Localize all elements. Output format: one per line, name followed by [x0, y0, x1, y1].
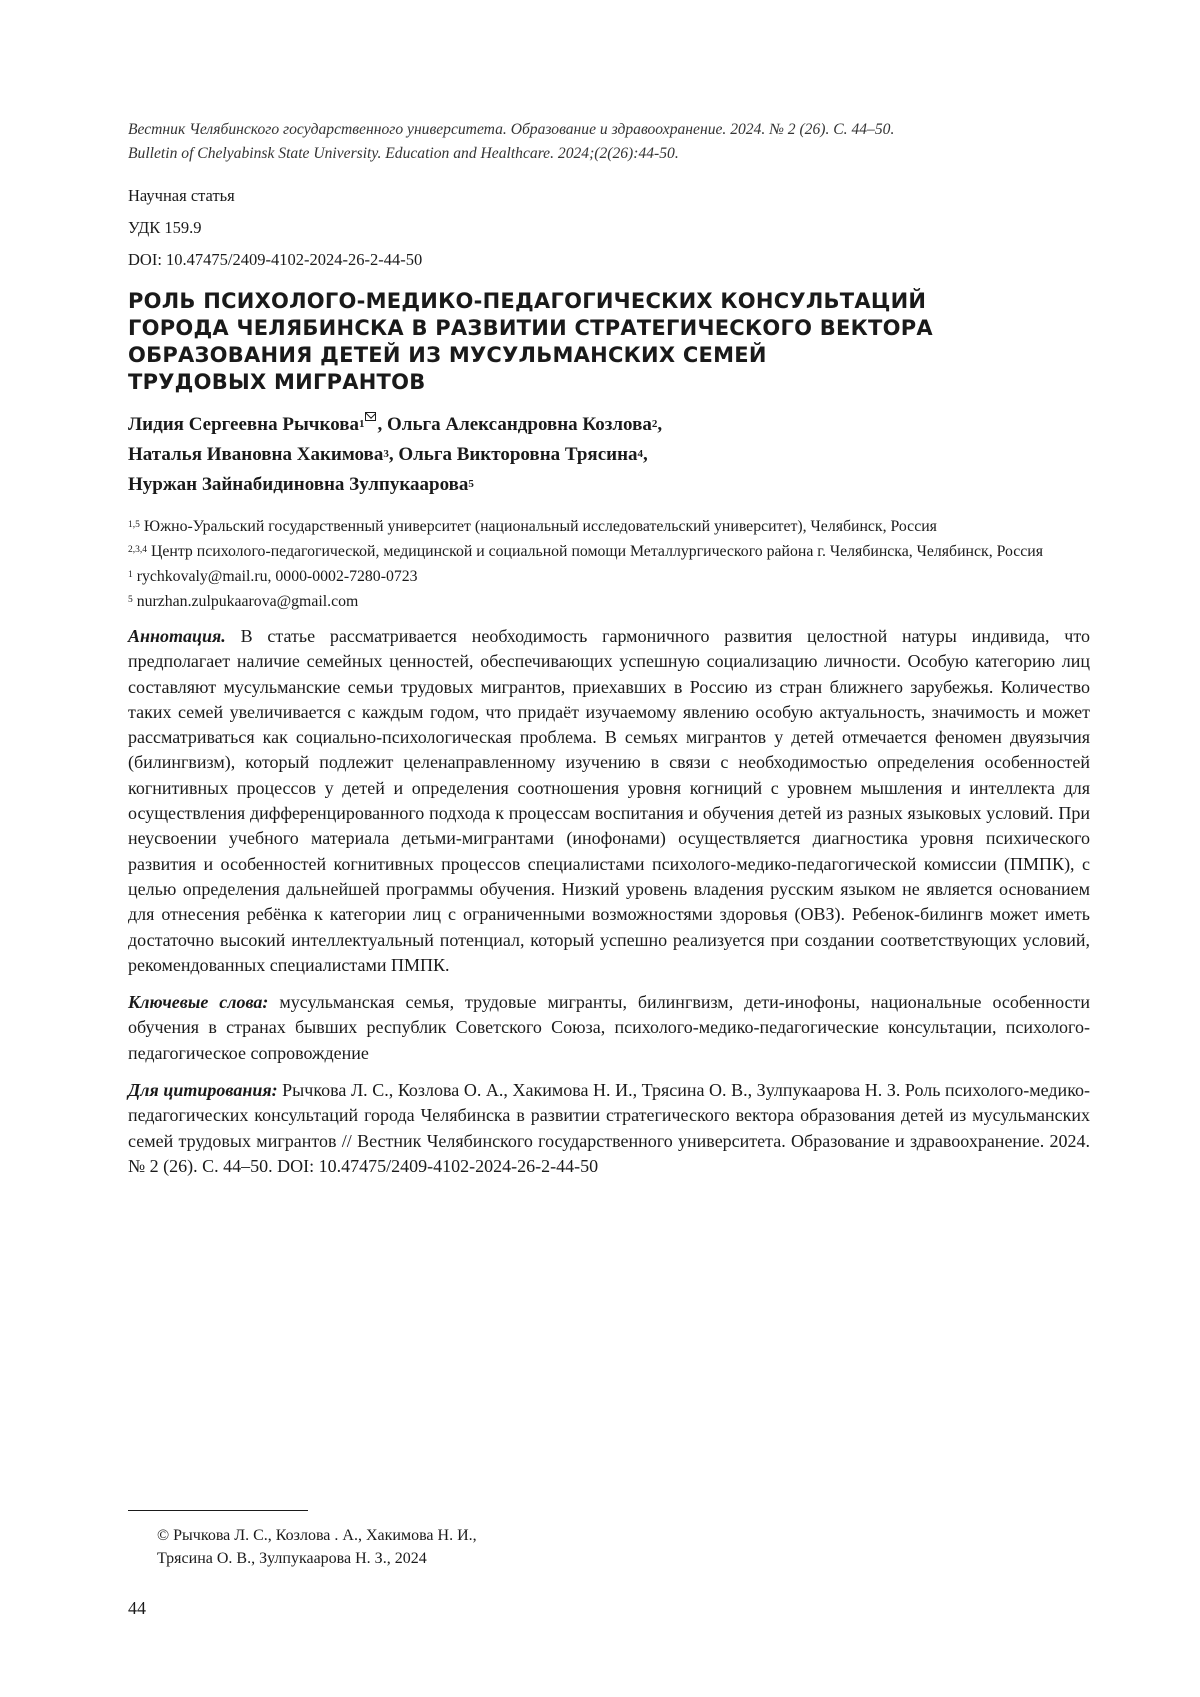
- title-line: РОЛЬ ПСИХОЛОГО-МЕДИКО-ПЕДАГОГИЧЕСКИХ КОНСУЛЬТАЦИЙ: [128, 289, 927, 313]
- journal-citation-en: Bulletin of Chelyabinsk State University. Education and Healthcare. 2024;(2(26):44-50.: [128, 145, 679, 162]
- title-line: ГОРОДА ЧЕЛЯБИНСКА В РАЗВИТИИ СТРАТЕГИЧЕСКОГО ВЕКТОРА: [128, 316, 933, 340]
- author-list: Лидия Сергеевна Рычкова$^1$ , Ольга Александровна Козлова$^2$, Наталья Ивановна Хакимова$^3$, Ольга Викторовна Трясина$^4$, Нуржан Зайнабидиновна Зулпукаарова$^5$: [128, 414, 663, 495]
- author-name: Ольга Викторовна Трясина: [398, 444, 638, 465]
- author-name: Ольга Александровна Козлова: [387, 414, 652, 435]
- author-sup: 1: [359, 418, 365, 430]
- citation: [128, 1078, 1090, 1179]
- keywords-label: Ключевые слова:: [128, 992, 269, 1013]
- affiliation: $^{2,3,4}$ Центр психолого-педагогической, медицинской и социальной помощи Металлургического района г. Челябинска, Челябинск, Россия: [128, 543, 1044, 560]
- affiliations: [128, 516, 1090, 612]
- title-line: ТРУДОВЫХ МИГРАНТОВ: [128, 370, 426, 394]
- keywords-text: мусульманская семья, трудовые мигранты, билингвизм, дети-инофоны, национальные особенности обучения в странах бывших республик Советского Союза, психолого-медико-педагогические консультации, психолого-педагогическое сопровождение: [128, 992, 1090, 1063]
- article-page: [128, 118, 1090, 1179]
- author-name: Лидия Сергеевна Рычкова: [128, 414, 359, 435]
- author-sup: 4: [637, 448, 644, 460]
- affiliation: $^{1,5}$ Южно-Уральский государственный университет (национальный исследовательский университет), Челябинск, Россия: [128, 518, 937, 535]
- author-name: Наталья Ивановна Хакимова: [128, 444, 384, 465]
- copyright-line: Трясина О. В., Зулпукаарова Н. З., 2024: [157, 1550, 427, 1567]
- abstract-text: В статье рассматривается необходимость гармоничного развития целостной натуры индивида, что предполагает наличие семейных ценностей, обеспечивающих успешную социализацию личности. Особую категорию лиц составляют мусульманские семьи трудовых мигрантов, приехавших в Россию из стран ближнего зарубежья. Количество таких семей увеличивается с каждым годом, что придаёт изучаемому явлению особую актуальность, значимость и может рассматриваться как социально-психологическая проблема. В семьях мигрантов у детей отмечается феномен двуязычия (билингвизм), который подлежит целенаправленному изучению в связи с необходимостью определения особенностей когнитивных процессов у детей и определения соотношения уровня когниций с уровнем мышления и интеллекта для осуществления дифференцированного подхода к процессам воспитания и обучения детей из разных языковых условий. При неусвоении учебного материала детьми-мигрантами (инофонами) осуществляется диагностика уровня психического развития и особенностей когнитивных процессов специалистами психолого-медико-педагогической комиссии (ПМПК), с целью определения дальнейшей программы обучения. Низкий уровень владения русским языком не является основанием для отнесения ребёнка к категории лиц с ограниченными возможностями здоровья (ОВЗ). Ребенок-билингв может иметь достаточно высокий интеллектуальный потенциал, который успешно реализуется при создании соответствующих условий, рекомендованных специалистами ПМПК.: [128, 626, 1090, 975]
- citation-text: Рычкова Л. С., Козлова О. А., Хакимова Н. И., Трясина О. В., Зулпукаарова Н. З. Роль психолого-медико-педагогических консультаций города Челябинска в развитии стратегического вектора образования детей из мусульманских семей трудовых мигрантов // Вестник Челябинского государственного университета. Образование и здравоохранение. 2024. № 2 (26). С. 44–50. DOI: 10.47475/2409-4102-2024-26-2-44-50: [128, 1080, 1091, 1176]
- doi: DOI: 10.47475/2409-4102-2024-26-2-44-50: [128, 250, 423, 269]
- article-title: [128, 288, 1090, 396]
- udk-code: УДК 159.9: [128, 218, 202, 237]
- article-type: Научная статья: [128, 186, 235, 205]
- citation-label: Для цитирования:: [128, 1080, 278, 1101]
- title-line: ОБРАЗОВАНИЯ ДЕТЕЙ ИЗ МУСУЛЬМАНСКИХ СЕМЕЙ: [128, 343, 767, 367]
- page-number: 44: [128, 1598, 146, 1618]
- abstract-label: Аннотация.: [128, 626, 226, 646]
- keywords: [128, 990, 1090, 1066]
- author-sup: 2: [651, 418, 658, 430]
- footnote-divider: [128, 1510, 308, 1511]
- contact-email: $^5$ nurzhan.zulpukaarova@gmail.com: [128, 593, 359, 610]
- contact-email: $^1$ rychkovaly@mail.ru, 0000-0002-7280-0723: [128, 568, 418, 585]
- abstract: [128, 624, 1090, 978]
- author-sup: 3: [383, 448, 389, 460]
- envelope-icon: [365, 412, 376, 421]
- copyright-line: © Рычкова Л. С., Козлова . А., Хакимова Н. И.,: [157, 1527, 477, 1544]
- author-name: Нуржан Зайнабидиновна Зулпукаарова: [128, 474, 469, 495]
- copyright-note: [157, 1524, 477, 1570]
- journal-citation-ru: Вестник Челябинского государственного университета. Образование и здравоохранение. 2024. № 2 (26). С. 44–50.: [128, 121, 895, 138]
- author-sup: 5: [468, 478, 474, 490]
